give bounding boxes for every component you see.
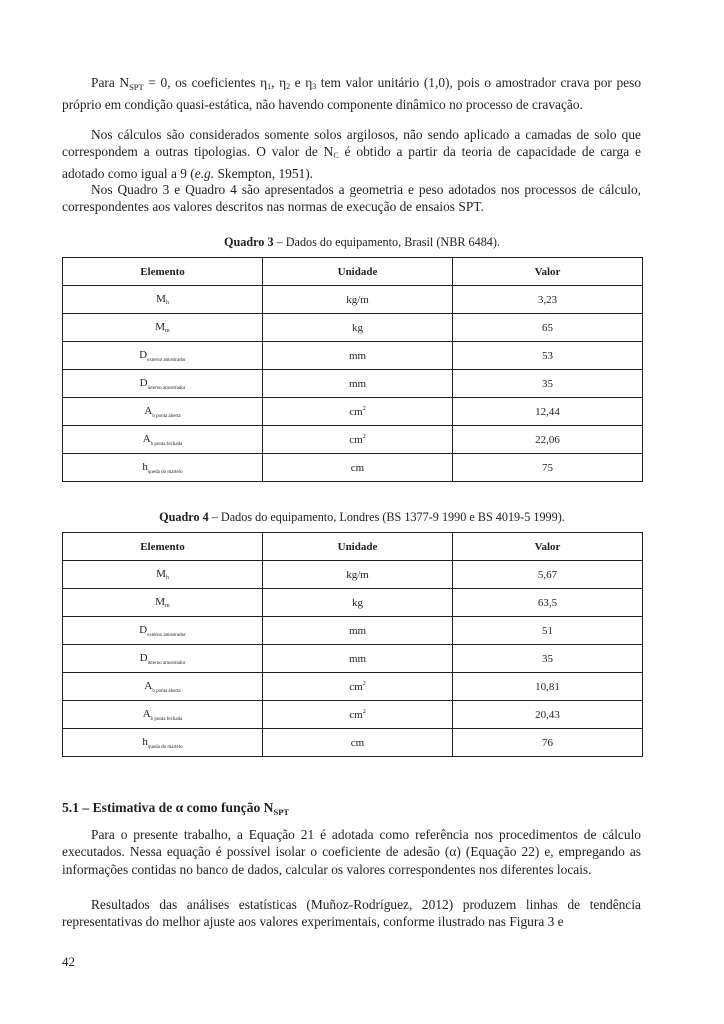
intro-paragraph-3: Nos Quadro 3 e Quadro 4 são apresentados a geometria e peso adotados nos processos de cálculo, correspondentes aos valores descritos nas normas de execução de ensaios SPT. (62, 182, 641, 215)
table-header-row (63, 533, 643, 561)
table-row (63, 561, 643, 589)
header-elemento: Elemento (63, 258, 263, 286)
table-row (63, 314, 643, 342)
quadro3-caption: Quadro 3 – Dados do equipamento, Brasil (NBR 6484). (223, 235, 501, 249)
table-row (63, 589, 643, 617)
header-unidade: Unidade (263, 533, 453, 561)
cell-unidade: $cm^2$ (263, 673, 453, 701)
header-elemento: Elemento (63, 533, 263, 561)
cell-elemento: $D_{interno amostrador}$ (63, 645, 263, 673)
cell-elemento: $M_h$ (63, 286, 263, 314)
quadro3-table (62, 257, 643, 482)
cell-valor: 5,67 (453, 561, 643, 589)
cell-elemento: $h_{queda do martelo}$ (63, 454, 263, 482)
table-row (63, 701, 643, 729)
cell-unidade: $cm^2$ (263, 701, 453, 729)
cell-unidade: mm (263, 617, 453, 645)
cell-valor: 20,43 (453, 701, 643, 729)
cell-valor: 51 (453, 617, 643, 645)
section-paragraph-2: Resultados das análises estatísticas (Muñoz-Rodríguez, 2012) produzem linhas de tendência representativas do melhor ajuste aos valores experimentais, conforme ilustrado nas Figura 3 e (62, 897, 641, 930)
cell-valor: 75 (453, 454, 643, 482)
table-row (63, 286, 643, 314)
quadro4-caption: Quadro 4 – Dados do equipamento, Londres (BS 1377-9 1990 e BS 4019-5 1999). (159, 510, 565, 524)
table-row (63, 426, 643, 454)
cell-valor: 53 (453, 342, 643, 370)
page-number: 42 (62, 954, 75, 969)
cell-valor: 22,06 (453, 426, 643, 454)
cell-valor: 63,5 (453, 589, 643, 617)
table-header-row (63, 258, 643, 286)
section-heading: 5.1 – Estimativa de α como função $N_{SPT}$ (62, 800, 290, 817)
intro-paragraph-1: Para $N_{SPT} = 0$, os coeficientes $\eta_1$, $\eta_2$ e $\eta_3$ tem valor unitário (1,0), pois o amostrador crava por peso próprio em condição quasi-estática, não havendo componente dinâmico no processo de cravação. (62, 75, 642, 113)
cell-unidade: cm (263, 454, 453, 482)
cell-elemento: $A_{b ponta fechada}$ (63, 426, 263, 454)
cell-elemento: $A_{b ponta aberta}$ (63, 398, 263, 426)
table-row (63, 673, 643, 701)
cell-valor: 10,81 (453, 673, 643, 701)
section-paragraph-1: Para o presente trabalho, a Equação 21 é adotada como referência nos procedimentos de cálculo executados. Nessa equação é possível isolar o coeficiente de adesão (α) (Equação 22) e, empregando as informações contidas no banco de dados, calcular os valores correspondentes nos diferentes locais. (62, 827, 641, 877)
cell-valor: 3,23 (453, 286, 643, 314)
cell-unidade: mm (263, 370, 453, 398)
cell-elemento: $M_m$ (63, 314, 263, 342)
cell-elemento: $h_{queda do martelo}$ (63, 729, 263, 757)
cell-unidade: cm (263, 729, 453, 757)
quadro4-table (62, 532, 643, 757)
table-row (63, 454, 643, 482)
table-row (63, 370, 643, 398)
cell-elemento: $D_{externo amostrador}$ (63, 342, 263, 370)
cell-elemento: $D_{externo amostrador}$ (63, 617, 263, 645)
cell-unidade: kg (263, 589, 453, 617)
intro-paragraph-2: Nos cálculos são considerados somente solos argilosos, não sendo aplicado a camadas de solo que correspondem a outras tipologias. O valor de $N_C$ é obtido a partir da teoria de capacidade de carga e adotado como igual a 9 (e.g. Skempton, 1951). (62, 127, 641, 181)
cell-unidade: kg/m (263, 561, 453, 589)
cell-elemento: $M_h$ (63, 561, 263, 589)
table-row (63, 729, 643, 757)
cell-unidade: kg/m (263, 286, 453, 314)
cell-unidade: mm (263, 342, 453, 370)
table-row (63, 645, 643, 673)
cell-elemento: $A_{b ponta fechada}$ (63, 701, 263, 729)
header-valor: Valor (453, 258, 643, 286)
cell-valor: 35 (453, 370, 643, 398)
cell-elemento: $A_{b ponta aberta}$ (63, 673, 263, 701)
cell-elemento: $M_m$ (63, 589, 263, 617)
cell-unidade: $cm^2$ (263, 426, 453, 454)
table-row (63, 617, 643, 645)
header-unidade: Unidade (263, 258, 453, 286)
cell-valor: 76 (453, 729, 643, 757)
cell-valor: 12,44 (453, 398, 643, 426)
header-valor: Valor (453, 533, 643, 561)
cell-unidade: mm (263, 645, 453, 673)
cell-elemento: $D_{interno amostrador}$ (63, 370, 263, 398)
cell-valor: 35 (453, 645, 643, 673)
cell-valor: 65 (453, 314, 643, 342)
table-row (63, 398, 643, 426)
cell-unidade: $cm^2$ (263, 398, 453, 426)
table-row (63, 342, 643, 370)
cell-unidade: kg (263, 314, 453, 342)
